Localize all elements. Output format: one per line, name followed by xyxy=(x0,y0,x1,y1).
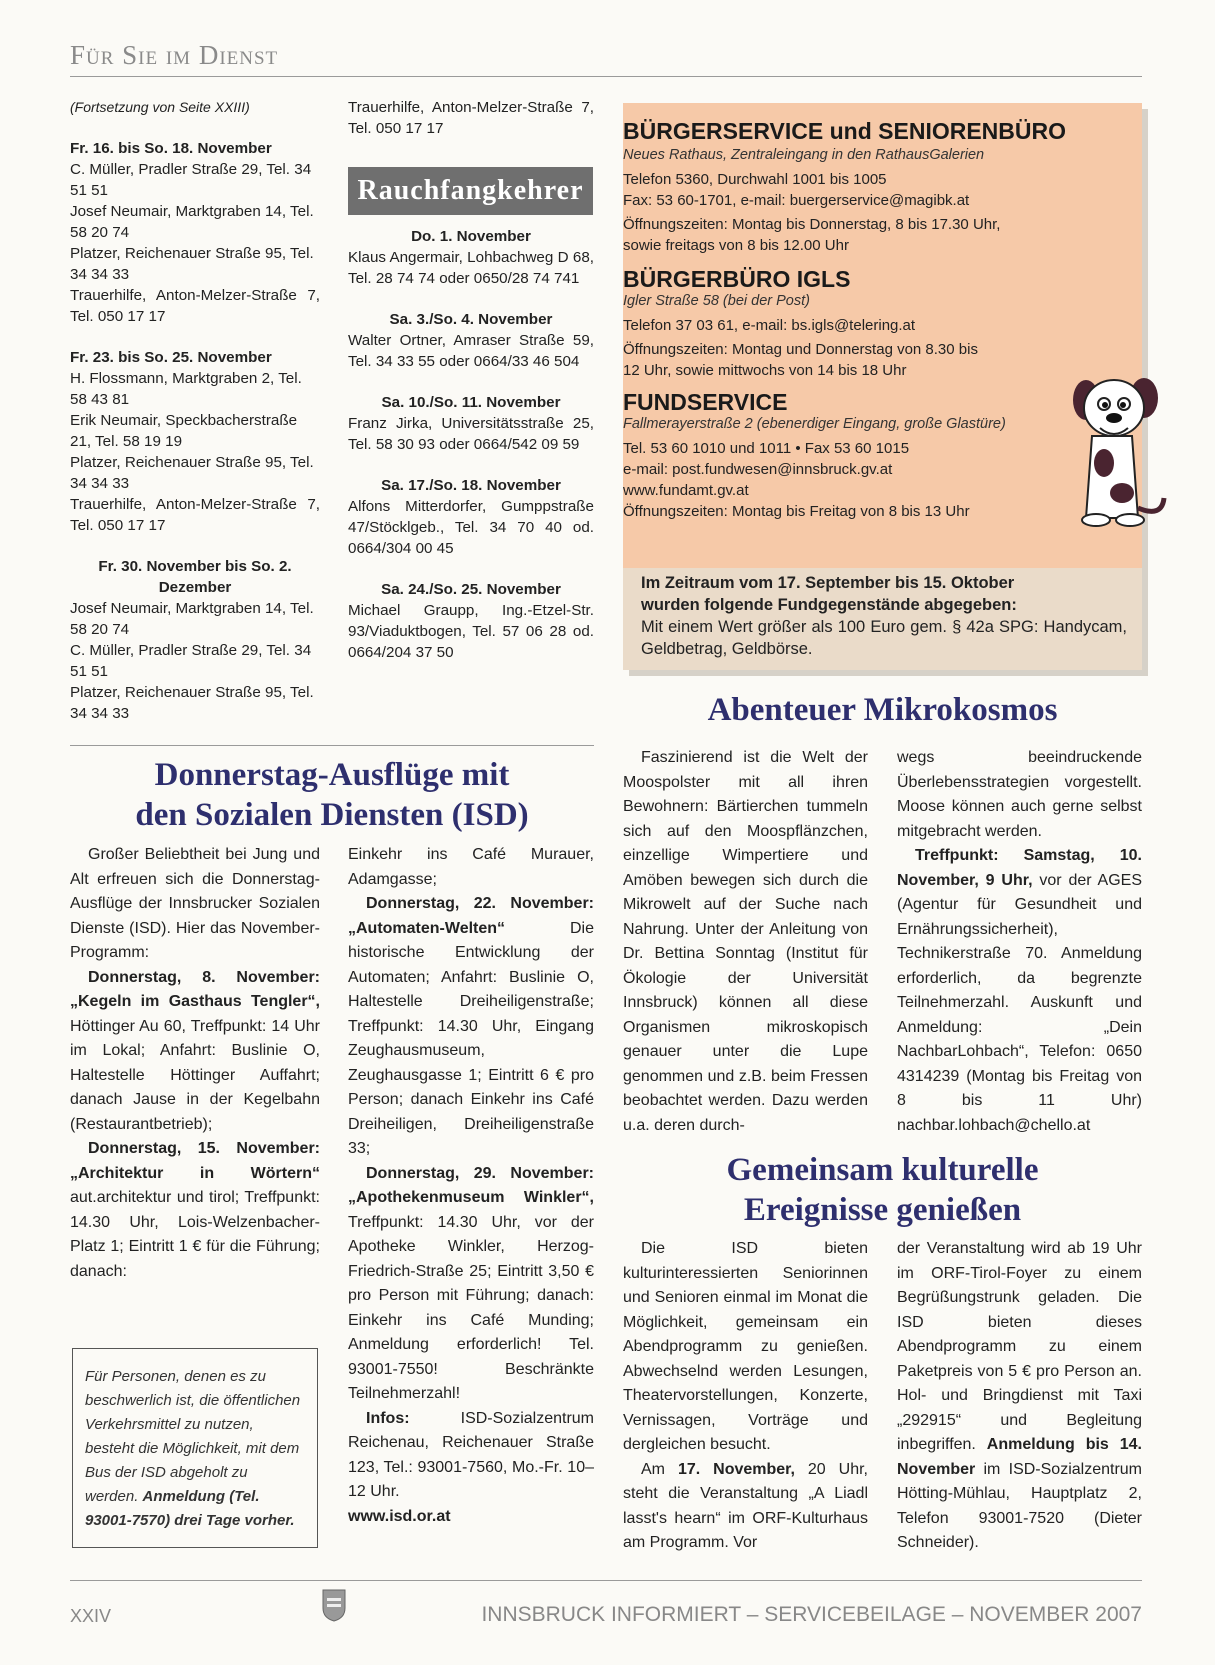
entry: Platzer, Reichenauer Straße 95, Tel. 34 34 33 xyxy=(70,454,314,492)
date-prefix: Am xyxy=(641,1460,665,1478)
box-line: Tel. 53 60 1010 und 1011 • Fax 53 60 1015 xyxy=(623,440,910,457)
event-text: der Veranstaltung wird ab 19 Uhr im ORF-Tirol-Foyer zu einem Begrüßungstrunk geladen. Die ISD bieten dieses Abendprogramm zu einem Paketpreis von 5 € pro Person an. Hol- und Bringdienst mit Taxi „292915“ und Begleitung inbegriffen. xyxy=(897,1240,1142,1453)
pharmacy-column xyxy=(70,97,320,724)
info-bold: Anmeldung (Tel. 93001-7570) drei Tage vorher. xyxy=(85,1488,295,1529)
chimney-sweep-banner: Rauchfangkehrer xyxy=(348,167,593,215)
city-crest-icon xyxy=(321,1588,347,1622)
chimney-entries xyxy=(348,226,594,663)
lost-items-list: Mit einem Wert größer als 100 Euro gem. § 42a SPG: Handycam, Geldbetrag, Geldbörse. xyxy=(641,618,1127,658)
entry: Platzer, Reichenauer Straße 95, Tel. 34 34 33 xyxy=(70,245,314,283)
box-line: 12 Uhr, sowie mittwochs von 14 bis 18 Uhr xyxy=(623,362,907,379)
isd-website[interactable]: www.isd.or.at xyxy=(348,1507,451,1525)
box-line: sowie freitags von 8 bis 12.00 Uhr xyxy=(623,237,849,254)
event-text: 20 Uhr, steht die Veranstaltung „A Liadl lasst's hearn“ im ORF-Kulturhaus am Programm. Vor xyxy=(623,1460,868,1551)
date-bold: 17. November, xyxy=(677,1460,795,1478)
mikro-column-1 xyxy=(623,746,868,1138)
box-line: Fax: 53 60-1701, e-mail: buergerservice@magibk.at xyxy=(623,192,970,209)
date-heading: Fr. 16. bis So. 18. November xyxy=(70,140,272,157)
isd-title xyxy=(70,755,594,835)
event-heading: Donnerstag, 29. November: „Apothekenmuseum Winkler“, xyxy=(348,1164,594,1206)
isd-title-line: Donnerstag-Ausflüge mit xyxy=(154,757,510,793)
isd-info-box xyxy=(72,1348,318,1548)
paragraph xyxy=(348,892,594,1162)
divider xyxy=(70,745,594,746)
paragraph xyxy=(623,1458,868,1556)
entry: Platzer, Reichenauer Straße 95, Tel. 34 34 33 xyxy=(70,684,314,722)
continuation-note: (Fortsetzung von Seite XXIII) xyxy=(70,99,250,115)
event-heading: Donnerstag, 8. November: „Kegeln im Gasthaus Tengler“, xyxy=(70,968,320,1010)
header-rule xyxy=(70,76,1142,77)
box-line: www.fundamt.gv.at xyxy=(623,482,749,499)
date-heading: Fr. 23. bis So. 25. November xyxy=(70,349,272,366)
box-subtitle: Igler Straße 58 (bei der Post) xyxy=(623,293,810,309)
date-heading: Sa. 10./So. 11. November xyxy=(381,394,561,411)
dog-icon xyxy=(1052,368,1172,548)
mikro-column-2 xyxy=(897,746,1142,1138)
paragraph xyxy=(897,1237,1142,1556)
paragraph xyxy=(70,966,320,1138)
kultur-column-2 xyxy=(897,1237,1142,1556)
paragraph xyxy=(897,844,1142,1138)
box-subtitle: Neues Rathaus, Zentraleingang in den RathausGalerien xyxy=(623,147,985,163)
box-line: Öffnungszeiten: Montag und Donnerstag von 8.30 bis xyxy=(623,341,978,358)
footer-publication: INNSBRUCK INFORMIERT – SERVICEBEILAGE – NOVEMBER 2007 xyxy=(481,1603,1142,1626)
paragraph xyxy=(70,1137,320,1284)
mikro-title: Abenteuer Mikrokosmos xyxy=(707,692,1058,728)
chimney-column xyxy=(348,97,594,139)
box-subtitle: Fallmerayerstraße 2 (ebenerdiger Eingang, große Glastüre) xyxy=(623,416,1006,432)
isd-title-line: den Sozialen Diensten (ISD) xyxy=(135,797,529,833)
paragraph: wegs beeindruckende Überlebensstrategien vorgestellt. Moose können auch gerne selbst mitgebracht werden. xyxy=(897,749,1142,840)
entry: Josef Neumair, Marktgraben 14, Tel. 58 20 74 xyxy=(70,600,314,638)
kultur-title-line: Ereignisse genießen xyxy=(743,1192,1022,1228)
entry: Klaus Angermair, Lohbachweg D 68, Tel. 28 74 74 oder 0650/28 74 741 xyxy=(348,249,594,287)
box-title: BÜRGERSERVICE und SENIORENBÜRO xyxy=(623,118,1067,144)
box-line: Telefon 5360, Durchwahl 1001 bis 1005 xyxy=(623,171,887,188)
date-heading: Fr. 30. November bis So. 2. Dezember xyxy=(98,558,292,596)
entry: Josef Neumair, Marktgraben 14, Tel. 58 20 74 xyxy=(70,203,314,241)
intro-text: Großer Beliebtheit bei Jung und Alt erfreuen sich die Donnerstag-Ausflüge der Innsbrucker Sozialen Dienste (ISD). Hier das November-Programm: xyxy=(70,846,320,961)
kultur-title-line: Gemeinsam kulturelle xyxy=(726,1152,1039,1188)
entry: Michael Graupp, Ing.-Etzel-Str. 93/Viaduktbogen, Tel. 57 06 28 od. 0664/204 37 50 xyxy=(348,602,594,661)
kultur-title xyxy=(623,1150,1142,1230)
paragraph: Faszinierend ist die Welt der Moospolster mit all ihren Bewohnern: Bärtierchen tummeln sich auf den Moospflänzchen, einzellige Wimpertiere und Amöben bewegen sich durch die Mikrowelt auf der Suche nach Nahrung. Unter der Anleitung von Dr. Bettina Sonntag (Institut für Ökologie der Universität Innsbruck) können all diese Organismen mikroskopisch genauer unter die Lupe genommen und z.B. beim Fressen beobachtet werden. Dazu werden u.a. deren durch- xyxy=(623,749,868,1134)
entry: Franz Jirka, Universitätsstraße 25, Tel. 58 30 93 oder 0664/542 09 59 xyxy=(348,415,594,453)
event-text: Höttinger Au 60, Treffpunkt: 14 Uhr im Lokal; Anfahrt: Buslinie O, Haltestelle Höttinger Auffahrt; danach Jause in der Kegelbahn (Restaurantbetrieb); xyxy=(70,1017,320,1133)
info-heading: Infos: xyxy=(366,1409,410,1427)
entry: Walter Ortner, Amraser Straße 59, Tel. 34 33 55 oder 0664/33 46 504 xyxy=(348,332,594,370)
entry: Erik Neumair, Speckbacherstraße 21, Tel. 58 19 19 xyxy=(70,412,298,450)
event-text: Treffpunkt: 14.30 Uhr, vor der Apotheke Winkler, Herzog-Friedrich-Straße 25; Eintritt 3,50 € pro Person mit Führung; danach: Einkehr ins Café Munding; Anmeldung erforderlich! Tel. 93001-7550! Beschränkte Teilnehmerzahl! xyxy=(348,1213,594,1402)
event-text: aut.architektur und tirol; Treffpunkt: 14.30 Uhr, Lois-Welzenbacher-Platz 1; Eintritt 1 € für die Führung; danach: xyxy=(70,1189,320,1280)
kultur-column-1 xyxy=(623,1237,868,1556)
event-heading: Donnerstag, 22. November: „Automaten-Welten“ xyxy=(348,895,594,937)
entry: Alfons Mitterdorfer, Gumppstraße 47/Stöcklgeb., Tel. 34 70 40 od. 0664/304 00 45 xyxy=(348,498,594,557)
section-header: Für Sie im Dienst xyxy=(70,40,279,70)
paragraph: Die ISD bieten kulturinteressierten Seniorinnen und Senioren einmal im Monat die Möglichkeit, gemeinsam ein Abendprogramm zu genießen. Abwechselnd werden Lesungen, Theatervorstellungen, Konzerte, Vernissagen, Vorträge und dergleichen besucht. xyxy=(623,1240,868,1453)
paragraph xyxy=(70,843,320,966)
footer-rule xyxy=(70,1580,1142,1581)
info-text: ISD-Sozialzentrum Reichenau, Reichenauer Straße 123, Tel.: 93001-7560, Mo.-Fr. 10–12 Uhr. xyxy=(348,1409,594,1500)
date-heading: Sa. 24./So. 25. November xyxy=(381,581,561,598)
entry: Trauerhilfe, Anton-Melzer-Straße 7, Tel. 050 17 17 xyxy=(70,496,320,534)
paragraph xyxy=(348,1162,594,1407)
isd-column-2 xyxy=(348,843,594,1529)
paragraph xyxy=(348,1407,594,1505)
box-title: BÜRGERBÜRO IGLS xyxy=(623,266,851,292)
box-line: e-mail: post.fundwesen@innsbruck.gv.at xyxy=(623,461,893,478)
entry: C. Müller, Pradler Straße 29, Tel. 34 51 51 xyxy=(70,161,312,199)
entry: H. Flossmann, Marktgraben 2, Tel. 58 43 81 xyxy=(70,370,302,408)
date-heading: Sa. 3./So. 4. November xyxy=(389,311,553,328)
info-text: Für Personen, denen es zu beschwerlich ist, die öffentlichen Verkehrsmittel zu nutzen, besteht die Möglichkeit, mit dem Bus der ISD abgeholt zu werden. xyxy=(85,1368,301,1505)
entry: Trauerhilfe, Anton-Melzer-Straße 7, Tel. 050 17 17 xyxy=(348,99,594,137)
isd-column-1 xyxy=(70,843,320,1284)
meeting-heading: Treffpunkt: Samstag, 10. November, 9 Uhr, xyxy=(897,847,1142,889)
page-number: XXIV xyxy=(70,1606,112,1626)
box-line: Telefon 37 03 61, e-mail: bs.igls@telering.at xyxy=(623,317,916,334)
entry: Trauerhilfe, Anton-Melzer-Straße 7, Tel. 050 17 17 xyxy=(70,287,320,325)
entry: C. Müller, Pradler Straße 29, Tel. 34 51 51 xyxy=(70,642,312,680)
box-line: Öffnungszeiten: Montag bis Freitag von 8 bis 13 Uhr xyxy=(623,503,970,520)
registration-heading: Anmeldung bis 14. November xyxy=(897,1436,1142,1478)
box-title: FUNDSERVICE xyxy=(623,389,788,415)
event-heading: Donnerstag, 15. November: „Architektur in Wörtern“ xyxy=(70,1140,320,1182)
paragraph: Einkehr ins Café Murauer, Adamgasse; xyxy=(348,846,594,888)
box-line: Öffnungszeiten: Montag bis Donnerstag, 8 bis 17.30 Uhr, xyxy=(623,216,1001,233)
registration-text: im ISD-Sozialzentrum Hötting-Mühlau, Hauptplatz 2, Telefon 93001-7520 (Dieter Schneider). xyxy=(897,1460,1142,1551)
event-text: Die historische Entwicklung der Automaten; Anfahrt: Buslinie O, Haltestelle Dreiheiligenstraße; Treffpunkt: 14.30 Uhr, Eingang Zeughausmuseum, Zeughausgasse 1; Eintritt 6 € pro Person; danach Einkehr ins Café Dreiheiligen, Dreiheiligenstraße 33; xyxy=(348,919,594,1157)
meeting-text: vor der AGES (Agentur für Gesundheit und Ernährungssicherheit), Technikerstraße 70. Anmeldung erforderlich, da begrenzte Teilnehmerzahl. Auskunft und Anmeldung: „Dein NachbarLohbach“, Telefon: 0650 4314239 (Montag bis Freitag von 8 bis 11 Uhr) nachbar.lohbach@chello.at xyxy=(897,871,1143,1134)
lost-items-heading: Im Zeitraum vom 17. September bis 15. Oktober xyxy=(641,574,1015,592)
date-heading: Sa. 17./So. 18. November xyxy=(381,477,561,494)
lost-items-text xyxy=(641,572,1127,660)
date-heading: Do. 1. November xyxy=(411,228,531,245)
lost-items-heading: wurden folgende Fundgegenstände abgegeben: xyxy=(641,596,1017,614)
